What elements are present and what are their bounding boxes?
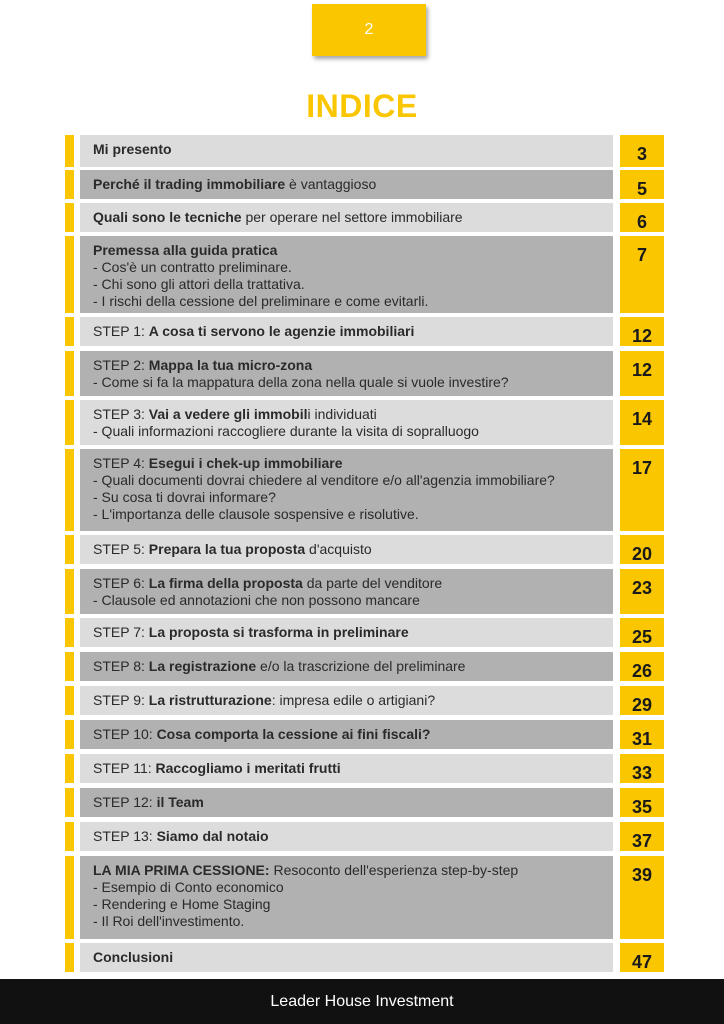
toc-row-accent-bar [65,236,74,313]
toc-entry-bold-text: Esegui i chek-up immobiliare [148,455,343,471]
toc-entry-rest-text: d'acquisto [305,541,372,557]
toc-entry-bold-text: La firma della proposta [148,575,303,591]
toc-row [0,135,724,167]
toc-entry-rest-text: : impresa edile o artigiani? [271,692,436,708]
toc-page-number: 17 [620,449,664,531]
toc-subitem: - Esempio di Conto economico [93,879,284,895]
toc-row [0,351,724,396]
toc-entry-title [93,658,465,674]
toc-row-accent-bar [65,856,74,939]
toc-entry [80,535,613,564]
toc-entry-title [93,242,277,258]
toc-page-number: 25 [620,618,664,647]
toc-entry-title [93,406,377,422]
toc-entry [80,720,613,749]
toc-entry-prefix: STEP 2: [93,357,149,373]
toc-row [0,754,724,783]
toc-page-number: 14 [620,400,664,445]
toc-page-number: 20 [620,535,664,564]
toc-row [0,535,724,564]
toc-entry-title [93,828,269,844]
toc-entry [80,236,613,313]
toc-page-number: 23 [620,569,664,614]
toc-page-number: 35 [620,788,664,817]
toc-entry-prefix: STEP 7: [93,624,149,640]
toc-entry-rest-text: Resoconto dell'esperienza step-by-step [269,862,519,878]
toc-entry [80,856,613,939]
toc-entry [80,943,613,972]
toc-page-number: 26 [620,652,664,681]
toc-row-accent-bar [65,449,74,531]
toc-entry [80,203,613,232]
toc-row-accent-bar [65,203,74,232]
toc-entry-title [93,575,442,591]
toc-page-number: 7 [620,236,664,313]
toc-row-accent-bar [65,754,74,783]
toc-entry [80,686,613,715]
toc-subitem: - Cos'è un contratto preliminare. [93,259,292,275]
toc-entry-prefix: STEP 5: [93,541,149,557]
toc-entry-bold-text: Prepara la tua proposta [148,541,306,557]
toc-row [0,720,724,749]
toc-row [0,170,724,199]
toc-page-number: 6 [620,203,664,232]
toc-entry-bold-text: Cosa comporta la cessione ai fini fiscali? [156,726,431,742]
toc-row [0,236,724,313]
toc-page-number: 12 [620,351,664,396]
toc-entry-title [93,862,518,878]
toc-row [0,822,724,851]
toc-row-accent-bar [65,788,74,817]
toc-entry-prefix: STEP 9: [93,692,149,708]
toc-entry-bold-text: Mappa la tua micro-zona [148,357,313,373]
toc-entry-title [93,726,430,742]
toc-row [0,652,724,681]
toc-page-number: 47 [620,943,664,972]
toc-page-number: 3 [620,135,664,167]
toc-entry [80,788,613,817]
toc-entry-bold-text: Vai a vedere gli immobil [148,406,308,422]
toc-row-accent-bar [65,351,74,396]
toc-entry-bold-text: LA MIA PRIMA CESSIONE: [93,862,270,878]
toc-row-accent-bar [65,822,74,851]
toc-entry-prefix: STEP 10: [93,726,157,742]
toc-entry-title [93,692,435,708]
toc-row [0,788,724,817]
toc-subitem: - Clausole ed annotazioni che non possono mancare [93,592,420,608]
toc-entry-prefix: STEP 11: [93,760,156,776]
toc-row [0,203,724,232]
toc-entry [80,822,613,851]
toc-entry-title [93,357,312,373]
toc-entry-title [93,760,341,776]
footer: Leader House Investment [0,979,724,1024]
page-number-badge: 2 [312,4,426,56]
toc-entry-bold-text: Premessa alla guida pratica [93,242,278,258]
toc-entry-rest-text: è vantaggioso [285,176,377,192]
toc-page-number: 5 [620,170,664,199]
toc-entry-title [93,455,343,471]
toc-entry [80,135,613,167]
toc-entry-rest-text: per operare nel settore immobiliare [241,209,463,225]
toc-entry [80,754,613,783]
toc-subitem: - L'importanza delle clausole sospensive e risolutive. [93,506,419,522]
toc-entry-title [93,949,173,965]
toc-entry-title [93,323,414,339]
toc-entry-rest-text: i individuati [307,406,377,422]
toc-entry [80,449,613,531]
toc-row [0,400,724,445]
toc-entry [80,170,613,199]
toc-entry-rest-text: e/o la trascrizione del preliminare [256,658,466,674]
toc-row-accent-bar [65,135,74,167]
toc-row-accent-bar [65,170,74,199]
toc-entry-bold-text: Quali sono le tecniche [93,209,242,225]
toc-page-number: 29 [620,686,664,715]
toc-page-number: 12 [620,317,664,346]
toc-entry-prefix: STEP 6: [93,575,149,591]
toc-page-number: 37 [620,822,664,851]
toc-entry-prefix: STEP 13: [93,828,157,844]
toc-entry-bold-text: Siamo dal notaio [156,828,269,844]
toc-page-number: 33 [620,754,664,783]
toc-row-accent-bar [65,652,74,681]
toc-entry-prefix: STEP 12: [93,794,157,810]
toc-entry-title [93,794,204,810]
toc-row [0,569,724,614]
toc-row-accent-bar [65,943,74,972]
toc-row-accent-bar [65,569,74,614]
toc-entry [80,400,613,445]
toc-entry-rest-text: da parte del venditore [302,575,443,591]
toc-entry [80,652,613,681]
toc-entry-bold-text: il Team [156,794,204,810]
toc-entry-title [93,176,376,192]
toc-subitem: - Il Roi dell'investimento. [93,913,245,929]
toc-entry-title [93,209,463,225]
toc-row-accent-bar [65,400,74,445]
toc-row [0,856,724,939]
toc-entry-bold-text: A cosa ti servono le agenzie immobiliari [148,323,415,339]
toc-row-accent-bar [65,317,74,346]
toc-subitem: - Quali informazioni raccogliere durante la visita di sopralluogo [93,423,479,439]
toc-row [0,686,724,715]
toc-subitem: - Chi sono gli attori della trattativa. [93,276,305,292]
toc-page-number: 39 [620,856,664,939]
toc-entry-prefix: STEP 1: [93,323,149,339]
toc-entry-bold-text: La registrazione [148,658,257,674]
toc-subitem: - Come si fa la mappatura della zona nella quale si vuole investire? [93,374,509,390]
toc-entry-title [93,141,172,157]
toc-entry-prefix: STEP 4: [93,455,149,471]
toc-entry [80,569,613,614]
toc-entry-title [93,624,409,640]
toc-entry [80,618,613,647]
toc-entry-prefix: STEP 8: [93,658,149,674]
toc-subitem: - I rischi della cessione del preliminare e come evitarli. [93,293,429,309]
toc-entry-prefix: STEP 3: [93,406,149,422]
toc-entry-bold-text: Conclusioni [93,949,174,965]
toc-subitem: - Rendering e Home Staging [93,896,271,912]
toc-row-accent-bar [65,686,74,715]
toc-entry-title [93,541,372,557]
page-title: INDICE [306,88,418,124]
toc-subitem: - Quali documenti dovrai chiedere al venditore e/o all'agenzia immobiliare? [93,472,555,488]
toc-row-accent-bar [65,720,74,749]
toc-entry [80,317,613,346]
toc-entry-bold-text: La ristrutturazione [148,692,272,708]
toc-subitem: - Su cosa ti dovrai informare? [93,489,276,505]
toc-entry [80,351,613,396]
toc-entry-bold-text: Raccogliamo i meritati frutti [155,760,341,776]
toc-page-number: 31 [620,720,664,749]
toc-entry-bold-text: Perché il trading immobiliare [93,176,286,192]
toc-entry-bold-text: Mi presento [93,141,172,157]
toc-row [0,317,724,346]
toc-row [0,449,724,531]
toc-row-accent-bar [65,535,74,564]
toc-entry-bold-text: La proposta si trasforma in preliminare [148,624,409,640]
toc-row [0,618,724,647]
toc-row [0,943,724,972]
toc-row-accent-bar [65,618,74,647]
